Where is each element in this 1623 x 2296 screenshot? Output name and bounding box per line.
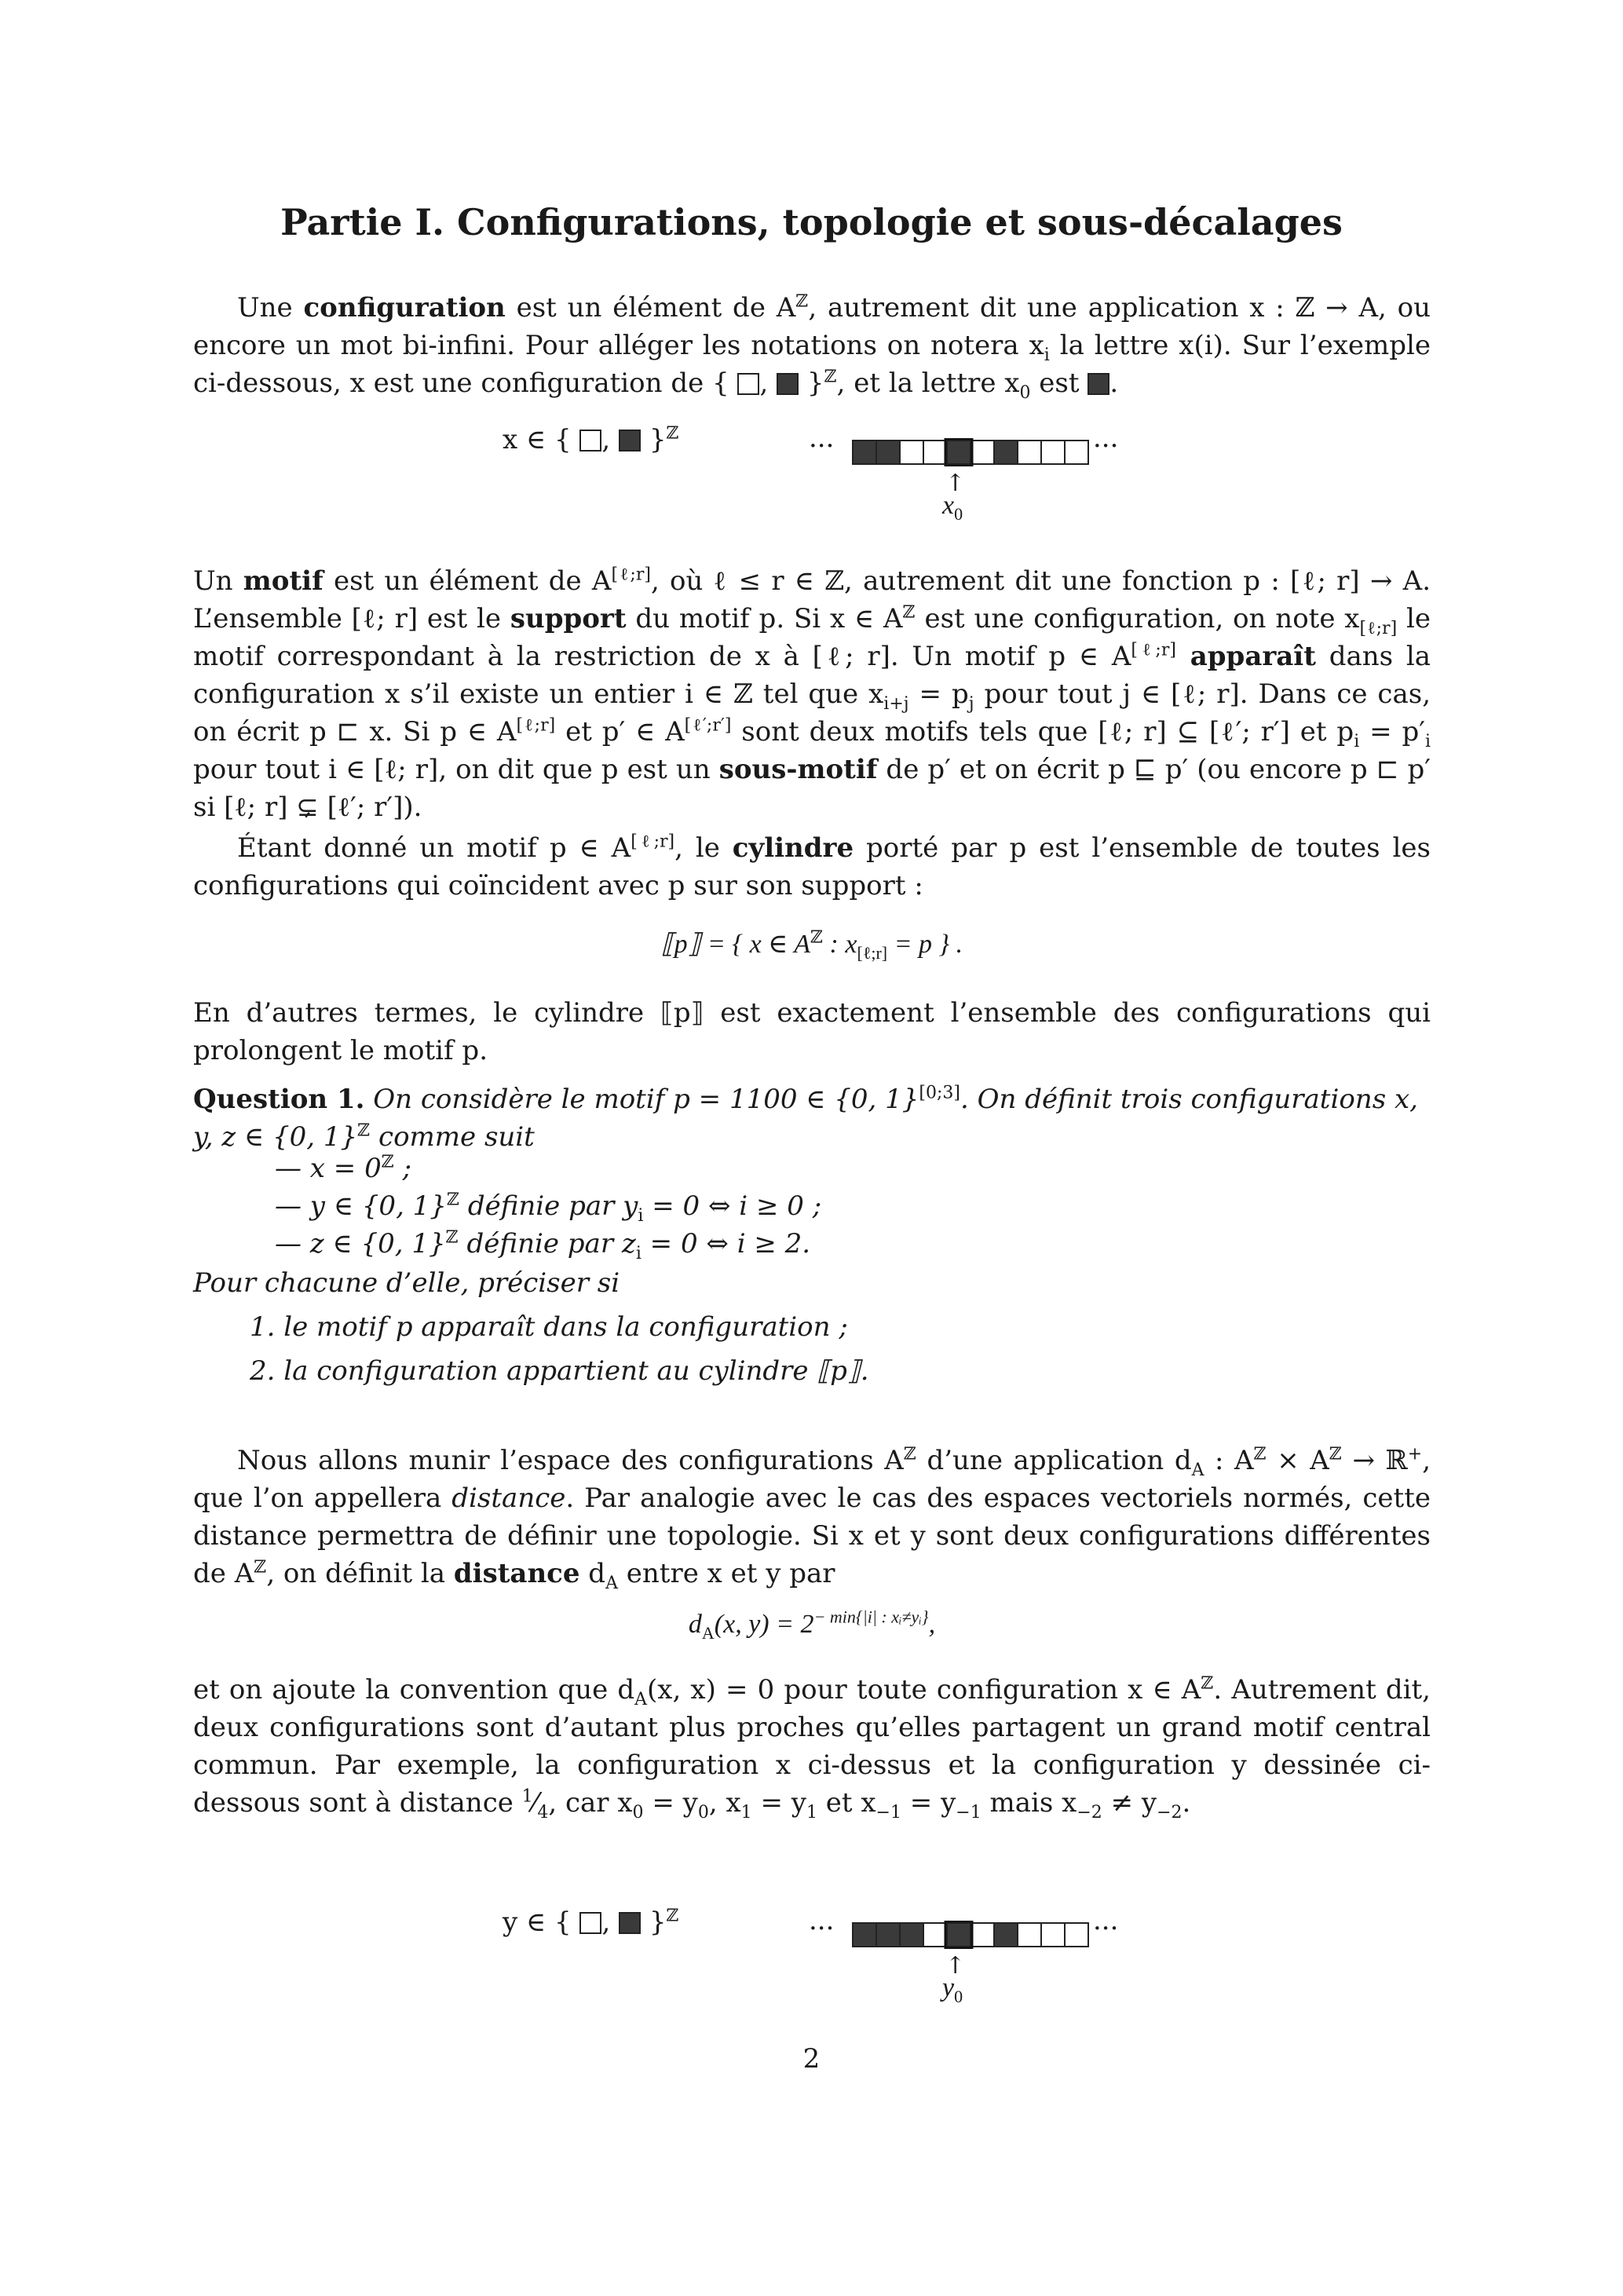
superscript: ℤ [824,367,837,387]
text: ≠ y [1102,1787,1157,1819]
text: Étant donné un motif p ∈ A [237,832,631,864]
text: . Par analogie avec le cas des espaces vectoriels normés, cette distance permettra de définir une topologie. Si x et y sont deux configurations différentes de A [193,1483,1431,1589]
marker-label-x0 [942,491,963,524]
figure-x-set [503,424,679,455]
empty-cell [900,441,923,464]
text: → ℝ [1341,1445,1408,1476]
subscript: i [1044,345,1050,365]
superscript: ℤ [1201,1673,1214,1694]
superscript: ℤ [903,1444,916,1464]
text: est un élément de A [505,292,796,324]
text: , [601,424,620,455]
filled-cell [876,1923,900,1947]
filled-cell [994,1923,1018,1947]
superscript: [ℓ;r] [516,715,556,736]
paragraph-cylindre [193,829,1431,905]
text: d’une application d [916,1445,1192,1476]
term-support: support [510,603,627,634]
page-number: 2 [802,2043,821,2075]
question-item-z [275,1227,811,1263]
ellipsis-left: ··· [809,1913,835,1944]
text: = y [643,1787,698,1819]
subscript: −2 [1157,1802,1183,1823]
superscript: ℤ [902,602,916,623]
text: = 0 ⇔ i ≥ 2. [641,1228,811,1260]
empty-cell [1041,441,1065,464]
question-item-x [275,1153,411,1184]
text: } [799,367,824,399]
text: . Autrement dit, deux configurations sont d’autant plus proches qu’elles partagent un grand motif central commun. Par exemple, la configuration x ci-dessus et la configuration y dessinée ci-dessous sont à distance [193,1674,1431,1819]
subscript: 1 [740,1802,752,1823]
subscript: 1 [806,1802,817,1823]
superscript: [ℓ;r] [631,832,675,852]
text: est [1030,367,1088,399]
text: × A [1266,1445,1329,1476]
text: } [641,424,667,455]
empty-square-icon [737,373,759,395]
figure-y-set [503,1907,679,1938]
text: Une [237,292,304,324]
text: = p′ [1359,716,1425,748]
filled-cell [947,441,971,464]
text: { x ∈ A [732,930,810,959]
text: — x = 0 [275,1153,382,1184]
subscript: 0 [954,503,963,524]
text: . On définit trois configurations x, y, z ∈ {0, 1} [193,1084,1418,1153]
superscript: ℤ [666,423,679,444]
text: y ∈ { [503,1907,580,1938]
text: , le [674,832,733,864]
text: dans la configuration x s’il existe un entier i ∈ ℤ tel que x [193,641,1431,710]
empty-cell [1041,1923,1065,1947]
equation-cylinder [193,927,1431,963]
subscript: 0 [1019,382,1031,403]
superscript: ℤ [381,1152,394,1172]
marker-label-y0 [942,1973,963,2006]
text: y [942,1973,955,2002]
filled-cell [853,441,876,464]
subscript: i+j [883,693,909,714]
subscript: [ℓ;r] [857,942,888,963]
subscript: i [638,1205,644,1226]
question-label: Question 1. [193,1084,365,1115]
filled-square-icon [1087,373,1109,395]
superscript: [ℓ;r] [1131,640,1176,660]
text: . [1182,1787,1191,1819]
superscript: + [1407,1444,1423,1464]
filled-square-icon [619,1912,641,1934]
subscript: A [701,1622,715,1643]
text: , car x [548,1787,633,1819]
ellipsis-right: ··· [1093,1913,1119,1944]
configuration-cells-y [850,1921,1093,1949]
text: = 0 ⇔ i ≥ 0 ; [643,1190,822,1222]
subscript: i [1424,731,1431,751]
text: , et la lettre x [836,367,1020,399]
empty-cell [1018,441,1041,464]
subscript: 0 [954,1986,963,2006]
superscript: ℤ [254,1557,267,1578]
subscript: A [1191,1460,1204,1480]
text: On considère le motif p = 1100 ∈ {0, 1} [364,1084,919,1115]
superscript: ℤ [810,927,824,947]
subscript: [ℓ;r] [1359,618,1398,638]
text: mais x [981,1787,1077,1819]
text: : A [1204,1445,1254,1476]
text: comme suit [370,1121,535,1153]
filled-square-icon [619,430,641,452]
subscript: A [605,1573,618,1593]
superscript: ℤ [357,1121,371,1141]
configuration-cells-x [850,438,1093,466]
paragraph-configuration [193,289,1431,402]
text: } [641,1907,667,1938]
empty-cell [1065,1923,1088,1947]
subscript: j [968,693,974,714]
superscript: [0;3] [919,1083,960,1103]
subscript: 0 [632,1802,644,1823]
text: , [928,1610,936,1639]
empty-cell [971,441,994,464]
text: . [1109,367,1119,399]
text: définie par z [458,1228,636,1260]
superscript: ℤ [795,291,809,312]
text: , [601,1907,620,1938]
text: entre x et y par [617,1558,835,1589]
text: du motif p. Si x ∈ A [626,603,903,634]
subscript: i [1354,731,1360,751]
subscript: −2 [1077,1802,1102,1823]
text: = y [751,1787,806,1819]
superscript: [ℓ;r] [611,565,651,585]
question-subitem-2: 2. la configuration appartient au cylindre ⟦p⟧. [250,1355,869,1387]
paragraph-cylinder-remark: En d’autres termes, le cylindre ⟦p⟧ est exactement l’ensemble des configurations qui prolongent le motif p. [193,997,1431,1066]
paragraph-motif [193,562,1431,826]
subscript: −1 [875,1802,901,1823]
empty-square-icon [579,1912,601,1934]
text: le motif correspondant à la restriction de x à [ℓ; r]. Un motif p ∈ A [193,603,1431,672]
text: de p′ et on écrit p ⊑ p′ (ou encore p ⊏ p′ si [ℓ; r] ⊊ [ℓ′; r′]). [193,754,1431,823]
question-subitem-1: 1. le motif p apparaît dans la configuration ; [250,1311,848,1343]
text: (x, y) = 2 [714,1610,814,1639]
text: et on ajoute la convention que d [193,1674,635,1706]
text: — y ∈ {0, 1} [275,1190,447,1222]
text: , on définit la [266,1558,454,1589]
superscript: ℤ [666,1906,679,1926]
empty-cell [971,1923,994,1947]
text: , autrement dit une application x : ℤ → A, ou encore un mot bi-infini. Pour alléger les notations on notera x [193,292,1431,361]
section-title: Partie I. Configurations, topologie et sous-décalages [280,201,1343,243]
text: x ∈ { [503,424,580,455]
text: et x [817,1787,876,1819]
text: sont deux motifs tels que [ℓ; r] ⊆ [ℓ′; r′] et p [731,716,1354,748]
up-arrow-icon: ↑ [945,1952,966,1980]
term-apparait: apparaît [1175,641,1316,672]
text: , [759,367,777,399]
configuration-strip-x [850,438,1093,466]
text: , où ℓ ≤ r ∈ ℤ, autrement dit une fonction p : [ℓ; r] → A. L’ensemble [ℓ; r] est le [193,565,1431,634]
text: porté par p est l’ensemble de toutes les configurations qui coïncident avec p sur son support : [193,832,1431,901]
text: , x [708,1787,741,1819]
equation-distance [193,1607,1431,1643]
text: = p [908,678,969,710]
subscript: i [635,1243,642,1263]
paragraph-distance [193,1442,1431,1592]
empty-cell [923,441,947,464]
superscript: ℤ [446,1190,460,1210]
subscript: −1 [956,1802,981,1823]
emphasis-distance: distance [451,1483,566,1514]
question-prompt: Pour chacune d’elle, préciser si [193,1267,620,1299]
text: et p′ ∈ A [555,716,685,748]
text: est un élément de A [323,565,612,597]
filled-square-icon [777,373,799,395]
fraction-denominator: 4 [537,1802,549,1823]
superscript: ℤ [1329,1444,1342,1464]
filled-cell [994,441,1018,464]
superscript: − min{|i| : xᵢ≠yᵢ} [813,1607,929,1627]
text: (x, x) = 0 pour toute configuration x ∈ A [647,1674,1201,1706]
text: = p } . [887,930,963,959]
text: — z ∈ {0, 1} [275,1228,446,1260]
empty-cell [1018,1923,1041,1947]
text: définie par y [459,1190,638,1222]
paragraph-distance-example: et on ajoute la convention que $d_A(x$, x) = 0 pour toute configuration x ∈ $A^ℤ$. Autrement dit, deux configurations sont d’autant plus proches qu’elles partagent un grand motif central commun. Par exemple, la configuration x ci-dessus et la configuration y dessinée ci-dessous sont à distance $^1⁄_4$, car $x_0 = y_0$, $x_1 = y_1$ et $x_{-1} = y_{-1}$ mais $x_{-2} \ne y_{-2}$. [193,1673,1431,1823]
text: pour tout j ∈ [ℓ; r]. Dans ce cas, on écrit p ⊏ x. Si p ∈ A [193,678,1431,748]
text: Nous allons munir l’espace des configurations A [237,1445,904,1476]
term-sous-motif: sous-motif [718,754,878,785]
filled-cell [876,441,900,464]
subscript: A [634,1689,648,1709]
fraction-numerator: 1 [521,1786,533,1807]
term-distance: distance [453,1558,580,1589]
filled-cell [900,1923,923,1947]
question-item-y [275,1190,822,1226]
term-cylindre: cylindre [732,832,854,864]
text: d [688,1610,702,1639]
ellipsis-left: ··· [809,430,835,462]
text: pour tout i ∈ [ℓ; r], on dit que p est un [193,754,719,785]
filled-cell [853,1923,876,1947]
empty-cell [1065,441,1088,464]
text: ; [393,1153,412,1184]
question-1 [193,1080,1431,1156]
empty-cell [923,1923,947,1947]
text: x [942,491,955,520]
superscript: ℤ [1253,1444,1267,1464]
text: Un [193,565,243,597]
up-arrow-icon: ↑ [945,470,966,497]
text: la lettre x(i). Sur l’exemple ci-dessous, x est une configuration de { [193,330,1431,399]
ellipsis-right: ··· [1093,430,1119,462]
term-motif: motif [243,565,324,597]
subscript: 0 [697,1802,709,1823]
text: : x [823,930,857,959]
text: = y [901,1787,956,1819]
text: , que l’on appellera [193,1445,1431,1514]
text: ⟦p⟧ = [660,930,733,959]
superscript: [ℓ′;r′] [684,715,732,736]
text: est une configuration, on note x [915,603,1360,634]
filled-cell [947,1923,971,1947]
configuration-strip-y [850,1921,1093,1949]
empty-square-icon [579,430,601,452]
term-configuration: configuration [303,292,506,324]
text: d [579,1558,606,1589]
superscript: ℤ [445,1227,459,1248]
